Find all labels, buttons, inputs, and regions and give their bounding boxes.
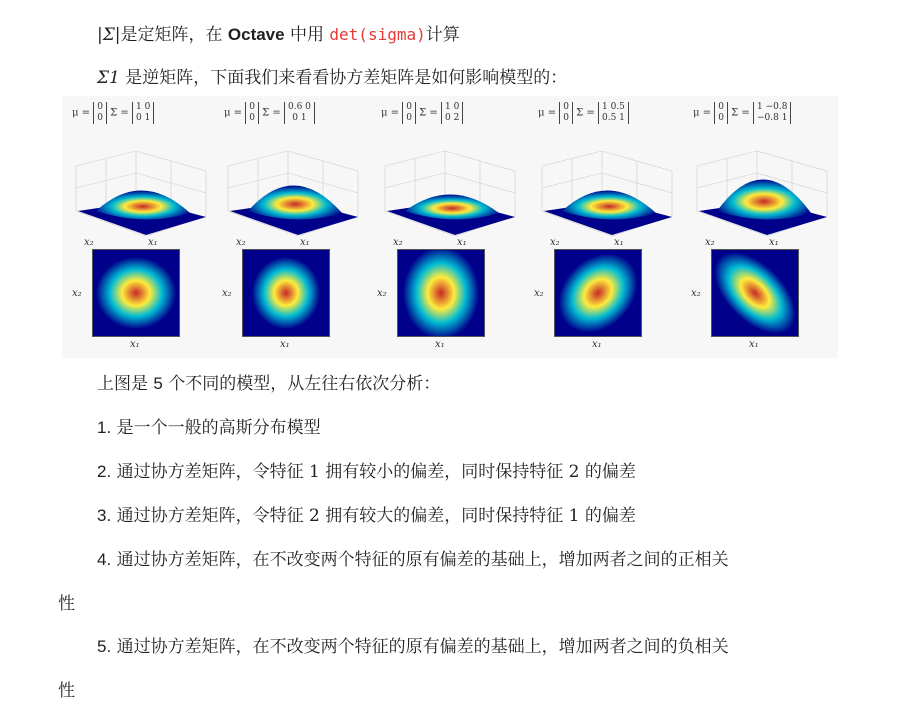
panel-formula (538, 102, 629, 124)
mu-value: 0 (718, 113, 724, 123)
gaussian-panel (532, 96, 682, 358)
svg-text:x₂: x₂ (550, 237, 560, 248)
sigma-row: −0.8 1 (756, 113, 788, 123)
mu-vector (402, 102, 416, 124)
list-item (97, 417, 321, 439)
list-text: 通过协方差矩阵，令特征 2 拥有较大的偏差，同时保持特征 1 的偏差 (116, 506, 636, 526)
mu-label: μ = (693, 107, 715, 119)
panel-formula (72, 102, 154, 124)
sigma-row: 0 1 (292, 113, 307, 123)
svg-text:x₂: x₂ (393, 237, 403, 248)
gaussian-panel (66, 96, 216, 358)
octave-label: Octave (227, 25, 285, 44)
heatmap-plot (397, 249, 485, 337)
svg-text:x₁: x₁ (769, 237, 779, 248)
mu-vector (559, 102, 573, 124)
svg-text:x₁: x₁ (457, 237, 467, 248)
mu-value: 0 (97, 113, 103, 123)
text-segment: 个不同的模型，从左往右依次分析： (162, 374, 441, 394)
sigma-matrix (284, 102, 315, 124)
sigma-row: 1 −0.8 (756, 102, 788, 112)
heatmap-svg (555, 250, 641, 336)
sigma-row: 1 0 (444, 102, 460, 112)
paragraph-det (97, 24, 460, 46)
mu-value: 0 (97, 102, 103, 112)
mu-label: μ = (72, 107, 94, 119)
gaussian-panel (218, 96, 368, 358)
gaussian-panel (375, 96, 525, 358)
list-number: 4. (97, 550, 112, 569)
list-number: 3. (97, 506, 112, 525)
list-item (97, 636, 729, 658)
svg-text:x₂: x₂ (236, 237, 246, 248)
gaussian-panel (687, 96, 837, 358)
surface-plot (687, 141, 837, 251)
sigma-label: Σ = (415, 107, 441, 119)
panel-formula (693, 102, 791, 124)
heatmap-svg (398, 250, 484, 336)
number-five: 5 (153, 374, 163, 393)
heatmap-plot (92, 249, 180, 337)
gaussian-figure (62, 96, 838, 358)
sigma-row: 0 1 (135, 113, 151, 123)
sigma-row: 0.6 0 (287, 102, 311, 112)
mu-label: μ = (538, 107, 560, 119)
heatmap-y-label: x₂ (222, 288, 232, 299)
text-segment: 计算 (425, 25, 460, 45)
surface-plot (532, 141, 682, 251)
sigma-label: Σ = (258, 107, 284, 119)
sigma-label: Σ = (106, 107, 132, 119)
sigma-label: Σ = (572, 107, 598, 119)
heatmap-plot (554, 249, 642, 337)
paragraph-inverse (97, 67, 567, 89)
list-number: 2. (97, 462, 112, 481)
sigma-matrix (753, 102, 791, 124)
mu-label: μ = (381, 107, 403, 119)
heatmap-y-label: x₂ (72, 288, 82, 299)
mu-value: 0 (718, 102, 724, 112)
surface-plot (66, 141, 216, 251)
list-text: 性 (58, 681, 75, 701)
mu-vector (245, 102, 259, 124)
sigma-matrix (441, 102, 463, 124)
mu-value: 0 (249, 102, 255, 112)
code-det-sigma: det(sigma) (329, 25, 426, 44)
list-text: 通过协方差矩阵，在不改变两个特征的原有偏差的基础上，增加两者之间的正相关 (116, 550, 729, 570)
list-item (97, 505, 636, 527)
heatmap-plot (711, 249, 799, 337)
svg-text:x₁: x₁ (614, 237, 624, 248)
mu-value: 0 (406, 102, 412, 112)
heatmap-svg (243, 250, 329, 336)
sigma-matrix (132, 102, 154, 124)
mu-value: 0 (563, 113, 569, 123)
panel-formula (224, 102, 315, 124)
list-number: 5. (97, 637, 112, 656)
mu-label: μ = (224, 107, 246, 119)
list-text: 是一个一般的高斯分布模型 (116, 418, 321, 438)
mu-value: 0 (249, 113, 255, 123)
paragraph-summary (97, 373, 440, 395)
list-item (97, 461, 636, 483)
heatmap-x-label: x₁ (280, 339, 290, 350)
mu-value: 0 (563, 102, 569, 112)
heatmap-y-label: x₂ (691, 288, 701, 299)
sigma-inverse-symbol: Σ1 (97, 68, 120, 88)
sigma-row: 1 0 (135, 102, 151, 112)
heatmap-x-label: x₁ (749, 339, 759, 350)
sigma-matrix (598, 102, 629, 124)
heatmap-x-label: x₁ (592, 339, 602, 350)
svg-text:x₂: x₂ (705, 237, 715, 248)
panel-formula (381, 102, 463, 124)
surface-plot (375, 141, 525, 251)
list-number: 1. (97, 418, 112, 437)
heatmap-plot (242, 249, 330, 337)
svg-text:x₂: x₂ (84, 237, 94, 248)
surface-plot (218, 141, 368, 251)
heatmap-x-label: x₁ (435, 339, 445, 350)
sigma-row: 0.5 1 (601, 113, 625, 123)
heatmap-svg (712, 250, 798, 336)
text-segment: 上图是 (97, 374, 154, 394)
mu-vector (714, 102, 728, 124)
sigma-label: Σ = (727, 107, 753, 119)
mu-value: 0 (406, 113, 412, 123)
heatmap-y-label: x₂ (377, 288, 387, 299)
svg-text:x₁: x₁ (148, 237, 158, 248)
heatmap-y-label: x₂ (534, 288, 544, 299)
mu-vector (93, 102, 107, 124)
text-segment: 是逆矩阵，下面我们来看看协方差矩阵是如何影响模型的： (119, 68, 568, 88)
text-segment: 是定矩阵，在 (120, 25, 228, 45)
heatmap-svg (93, 250, 179, 336)
svg-text:x₁: x₁ (300, 237, 310, 248)
list-item-continuation (58, 593, 75, 615)
sigma-symbol: |Σ| (97, 25, 121, 45)
list-item (97, 549, 729, 571)
sigma-row: 1 0.5 (601, 102, 625, 112)
sigma-row: 0 2 (444, 113, 460, 123)
list-text: 性 (58, 594, 75, 614)
heatmap-x-label: x₁ (130, 339, 140, 350)
list-text: 通过协方差矩阵，令特征 1 拥有较小的偏差，同时保持特征 2 的偏差 (116, 462, 636, 482)
list-item-continuation (58, 680, 75, 702)
list-text: 通过协方差矩阵，在不改变两个特征的原有偏差的基础上，增加两者之间的负相关 (116, 637, 729, 657)
text-segment: 中用 (284, 25, 330, 45)
